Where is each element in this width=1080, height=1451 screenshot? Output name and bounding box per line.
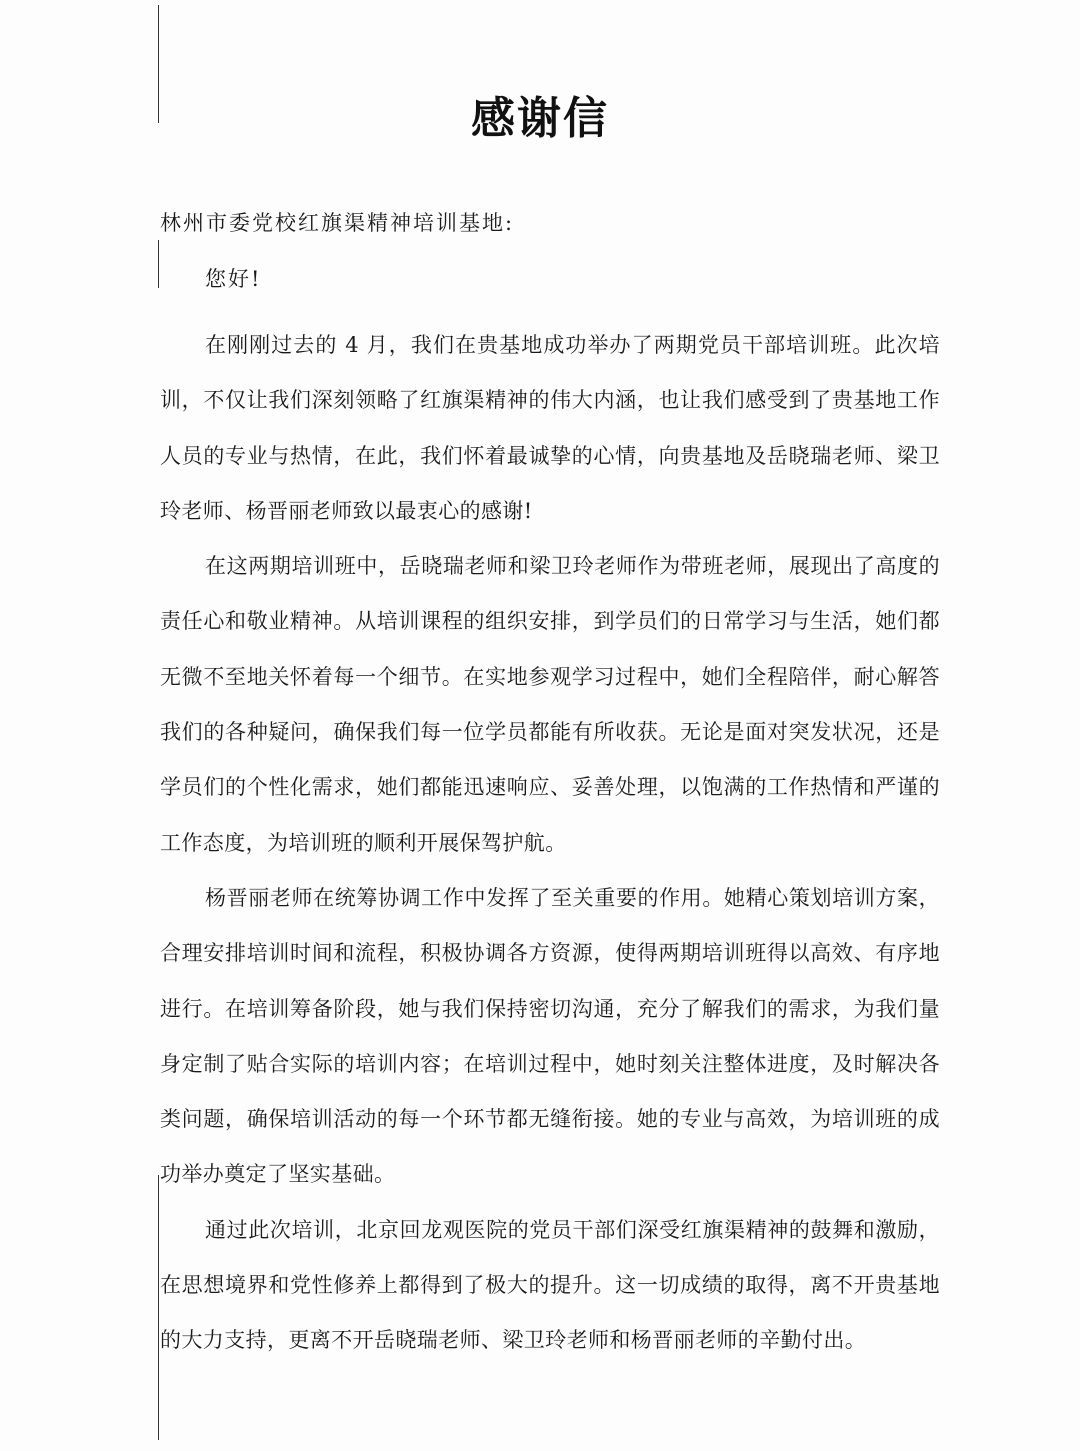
paragraph-4: 通过此次培训，北京回龙观医院的党员干部们深受红旗渠精神的鼓舞和激励，在思想境界和党性修养上都得到了极大的提升。这一切成绩的取得，离不开贵基地的大力支持，更离不开岳晓瑞老师、梁卫玲老师和杨晋丽老师的辛勤付出。 — [160, 1217, 940, 1353]
letter-greeting: 您好! — [205, 267, 262, 291]
paragraph-2: 在这两期培训班中，岳晓瑞老师和梁卫玲老师作为带班老师，展现出了高度的责任心和敬业精神。从培训课程的组织安排，到学员们的日常学习与生活，她们都无微不至地关怀着每一个细节。在实地参观学习过程中，她们全程陪伴，耐心解答我们的各种疑问，确保我们每一位学员都能有所收获。无论是面对突发状况，还是学员们的个性化需求，她们都能迅速响应、妥善处理，以饱满的工作热情和严谨的工作态度，为培训班的顺利开展保驾护航。 — [160, 554, 940, 855]
paragraph-3: 杨晋丽老师在统筹协调工作中发挥了至关重要的作用。她精心策划培训方案，合理安排培训时间和流程，积极协调各方资源，使得两期培训班得以高效、有序地进行。在培训筹备阶段，她与我们保持密切沟通，充分了解我们的需求，为我们量身定制了贴合实际的培训内容；在培训过程中，她时刻关注整体进度，及时解决各类问题，确保培训活动的每一个环节都无缝衔接。她的专业与高效，为培训班的成功举办奠定了坚实基础。 — [160, 885, 940, 1187]
scan-line-middle — [158, 240, 159, 288]
letter-salutation: 林州市委党校红旗渠精神培训基地: — [160, 211, 515, 235]
scan-line-bottom — [158, 1175, 159, 1440]
letter-body — [160, 318, 940, 1369]
letter-title: 感谢信 — [471, 93, 609, 144]
paragraph-1: 在刚刚过去的 4 月，我们在贵基地成功举办了两期党员干部培训班。此次培训，不仅让我们深刻领略了红旗渠精神的伟大内涵，也让我们感受到了贵基地工作人员的专业与热情，在此，我们怀着最诚挚的心情，向贵基地及岳晓瑞老师、梁卫玲老师、杨晋丽老师致以最衷心的感谢! — [160, 333, 940, 523]
